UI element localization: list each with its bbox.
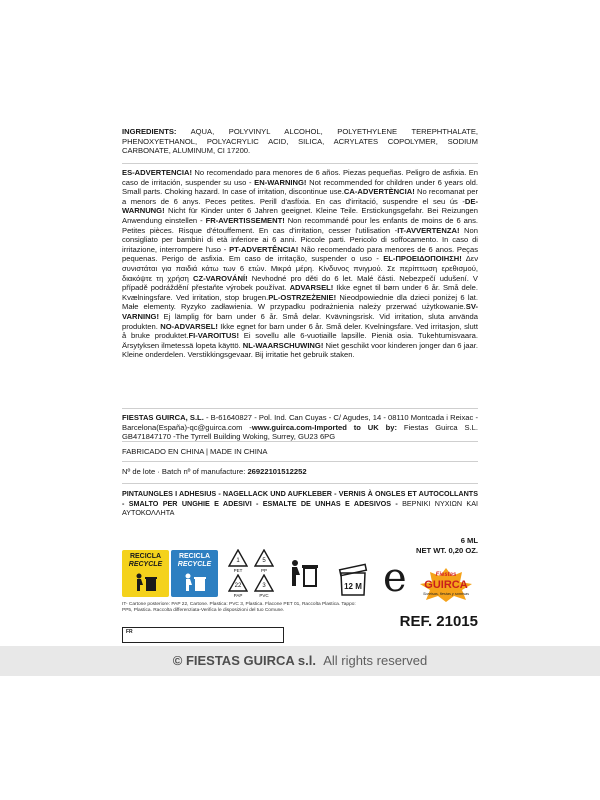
bottom-symbols-strip	[122, 627, 282, 645]
product-title-greek: ΒΕΡΝΙΚΙ ΝΥΧΙΩΝ ΚΑΙ ΑΥΤΟΚΟΛΛΗΤΑ	[122, 498, 479, 518]
warning-text: No recomanat per a menors de 6 anys. Peces petites. Perill d'asfíxia. En cas d'irritació, suspendre el seu ús -	[122, 187, 478, 206]
trash-person-icon	[286, 556, 320, 590]
batch-line	[122, 467, 478, 477]
warning-label: FI-VAROITUS!	[188, 331, 239, 341]
copyright-owner: © FIESTAS GUIRCA s.l.	[172, 653, 316, 668]
recycle-label-es: RECICLA	[129, 553, 162, 560]
warning-label: CA-ADVERTÈNCIA!	[343, 187, 415, 197]
divider	[122, 461, 478, 462]
recycle-label-en: RECYCLE	[128, 561, 163, 568]
warning-label: ADVARSEL!	[289, 283, 334, 293]
reference-number: REF. 21015	[399, 613, 478, 630]
divider	[122, 163, 478, 164]
net-weight: NET WT. 0,20 OZ.	[415, 546, 478, 555]
ingredients-label: INGREDIENTS:	[122, 127, 177, 136]
warning-text: Nicht für Kinder unter 6 Jahren geeignet. Kleine Teile. Erstickungsgefahr. Bei Reizungen Anwendung einstellen -	[122, 206, 478, 225]
warning-text: Nieodpowiednie dla dzieci poniżej 6 lat. Małe elementy. Ryzyko zadławienia. W przypadku podrażnienia należy przerwać użytkowanie.	[122, 292, 478, 312]
warning-text: Ej lämplig för barn under 6 år. Små delar. Kvävningsrisk. Vid irritation, sluta använda produkten.	[122, 311, 478, 331]
warning-label: EL-ΠΡΟΕΙΔΟΠΟΙΗΣΗ!	[383, 254, 462, 264]
strip-label: FR	[126, 629, 133, 635]
warning-label: NL-WAARSCHUWING!	[242, 340, 324, 350]
warnings-block	[122, 168, 478, 360]
brand-top: Fiestas	[435, 572, 457, 578]
resin-code: 1	[236, 558, 240, 564]
warning-label: DE-WARNUNG!	[122, 196, 478, 216]
copyright-rights: All rights reserved	[323, 653, 428, 668]
warning-text: Δεν συνιστάται για παιδιά κάτω των 6 ετών. Μικρά μέρη. Κίνδυνος πνιγμού. Σε περίπτωση ερεθισμού, διακόψτε τη χρήση	[122, 254, 478, 283]
warning-text: Ikke egnet til børn under 6 år. Små dele. Kvælningsfare. Ved irritation, stop brugen.	[122, 283, 479, 302]
resin-label: PVC	[259, 593, 269, 598]
company-uk-importer: Fiestas Guirca S.L. GB471847170 -The Tyrrell Building Woking, Surrey, GU23 6PG	[122, 422, 478, 442]
net-content	[416, 536, 478, 556]
recycle-bin-icon	[183, 572, 207, 592]
company-address: - B-61640827 - Pol. Ind. Can Cuyas - C/ Agudes, 14 - 08110 Montcada i Reixac -Barcelona(España)-qc@guirca.com -	[122, 413, 478, 432]
recycle-label-es: RECICLA	[178, 553, 211, 560]
batch-label: Nº de lote · Batch nº of manufacture:	[122, 467, 246, 476]
resin-code: 5	[262, 558, 266, 564]
company-name: FIESTAS GUIRCA, S.L.	[122, 413, 204, 422]
warning-text: Niet geschikt voor kinderen jonger dan 6 jaar. Kleine onderdelen. Verstikkingsgevaar. Bij irritatie het gebruik staken.	[122, 340, 478, 360]
estimated-sign: e	[383, 555, 407, 601]
warning-label: PT-ADVERTÊNCIA!	[229, 244, 299, 254]
warning-label: SV-VARNING!	[122, 302, 478, 321]
batch-number: 26922101512252	[247, 467, 307, 476]
resin-label: PET	[233, 568, 243, 573]
divider	[122, 483, 478, 484]
made-in-text: FABRICADO EN CHINA | MADE IN CHINA	[122, 447, 268, 456]
product-title-text: PINTAUNGLES I ADHESIUS - NAGELLACK UND AUFKLEBER - VERNIS À ONGLES ET AUTOCOLLANTS - SMALTO PER UNGHIE E ADESIVI - ESMALTE DE UNHAS E ADESIVOS -	[122, 489, 478, 508]
company-website: www.guirca.com-Imported to UK by:	[251, 422, 398, 432]
recycle-badge-blue	[171, 550, 218, 597]
warning-text: Not recommended for children under 6 years old. Small parts. Choking hazard. In case of irritation, discontinue use.	[122, 177, 478, 197]
legal-note: IT- Cartone posteriore: PAP 22, Cartone. Plastica: PVC 3, Plastica. Flacone PET 01, Raccolta Plastica. Tappo: PP5, Plastica. Raccolta differenziata-Verifica le disposizioni del tuo Comune.	[122, 602, 356, 613]
warning-text: Não recomendado para menores de 6 anos. Peças pequenas. Perigo de asfixia. Em caso de irritação, suspender o uso -	[122, 244, 478, 264]
ingredients-text: AQUA, POLYVINYL ALCOHOL, POLYETHYLENE TEREPHTHALATE, PHENOXYETHANOL, POLYACRYLIC ACID, SILICA, ACRYLATES COPOLYMER, SODIUM CARBONATE, ALUMINUM, CI 17200.	[122, 127, 478, 156]
resin-code: 3	[262, 583, 266, 589]
brand-tagline: Sonrisas, fiestas y sonrisas	[422, 592, 469, 596]
recycle-badge-yellow	[122, 550, 169, 597]
warning-text: Ei sovellu alle 6-vuotiaille lapsille. Pieniä osia. Tukehtumisvaara. Ärsytyksen ilmetessä lopeta käyttö.	[122, 331, 478, 350]
warning-text: No recomendado para menores de 6 años. Piezas pequeñas. Peligro de asfixia. En caso de irritación, suspender su uso -	[122, 168, 478, 187]
divider	[122, 408, 478, 409]
product-title	[122, 489, 478, 518]
recycle-label-en: RECYCLE	[177, 561, 212, 568]
net-ml: 6 ML	[460, 536, 478, 545]
warning-label: FR-AVERTISSEMENT!	[205, 215, 285, 225]
strip-frame	[122, 627, 284, 643]
ingredients-block	[122, 127, 478, 156]
warning-text: Non recommandé pour les enfants de moins de 6 ans. Petites pièces. Risque d'étouffement. En cas d'irritation, cesser l'utilisation -	[122, 215, 479, 235]
warning-label: PL-OSTRZEŻENIE!	[268, 292, 337, 302]
warning-text: Ikke egnet for barn under 6 år. Små deler. Kvelningsfare. Ved irritasjon, slutt å bruke produktet.	[122, 321, 479, 341]
warning-label: IT-AVVERTENZA!	[397, 225, 460, 235]
copyright-footer	[0, 646, 600, 676]
brand-name: GUIRCA	[424, 579, 468, 591]
brand-logo	[414, 566, 478, 602]
resin-label: PAP	[233, 593, 243, 598]
recycle-bin-icon	[134, 572, 158, 592]
company-block	[122, 413, 478, 442]
period-after-opening-icon	[336, 563, 370, 597]
warning-label: EN-WARNING!	[254, 177, 307, 187]
warning-label: NO-ADVARSEL!	[160, 321, 218, 331]
warning-label: ES-ADVERTENCIA!	[122, 168, 193, 177]
pao-label: 12 M	[344, 582, 362, 591]
warning-label: CZ-VAROVÁNÍ!	[192, 273, 248, 283]
resin-code: 22	[234, 583, 242, 589]
resin-label: PP	[260, 568, 267, 573]
divider	[122, 441, 478, 442]
warning-text: Non consigliato per bambini di età inferiore ai 6 anni. Piccole parti. Pericolo di soffocamento. In caso di irritazione, interrompere l'uso -	[122, 225, 478, 254]
warning-text: Nevhodné pro děti do 6 let. Malé části. Nebezpečí udušení. V případě podráždění přestaňte výrobek používat.	[122, 273, 478, 293]
